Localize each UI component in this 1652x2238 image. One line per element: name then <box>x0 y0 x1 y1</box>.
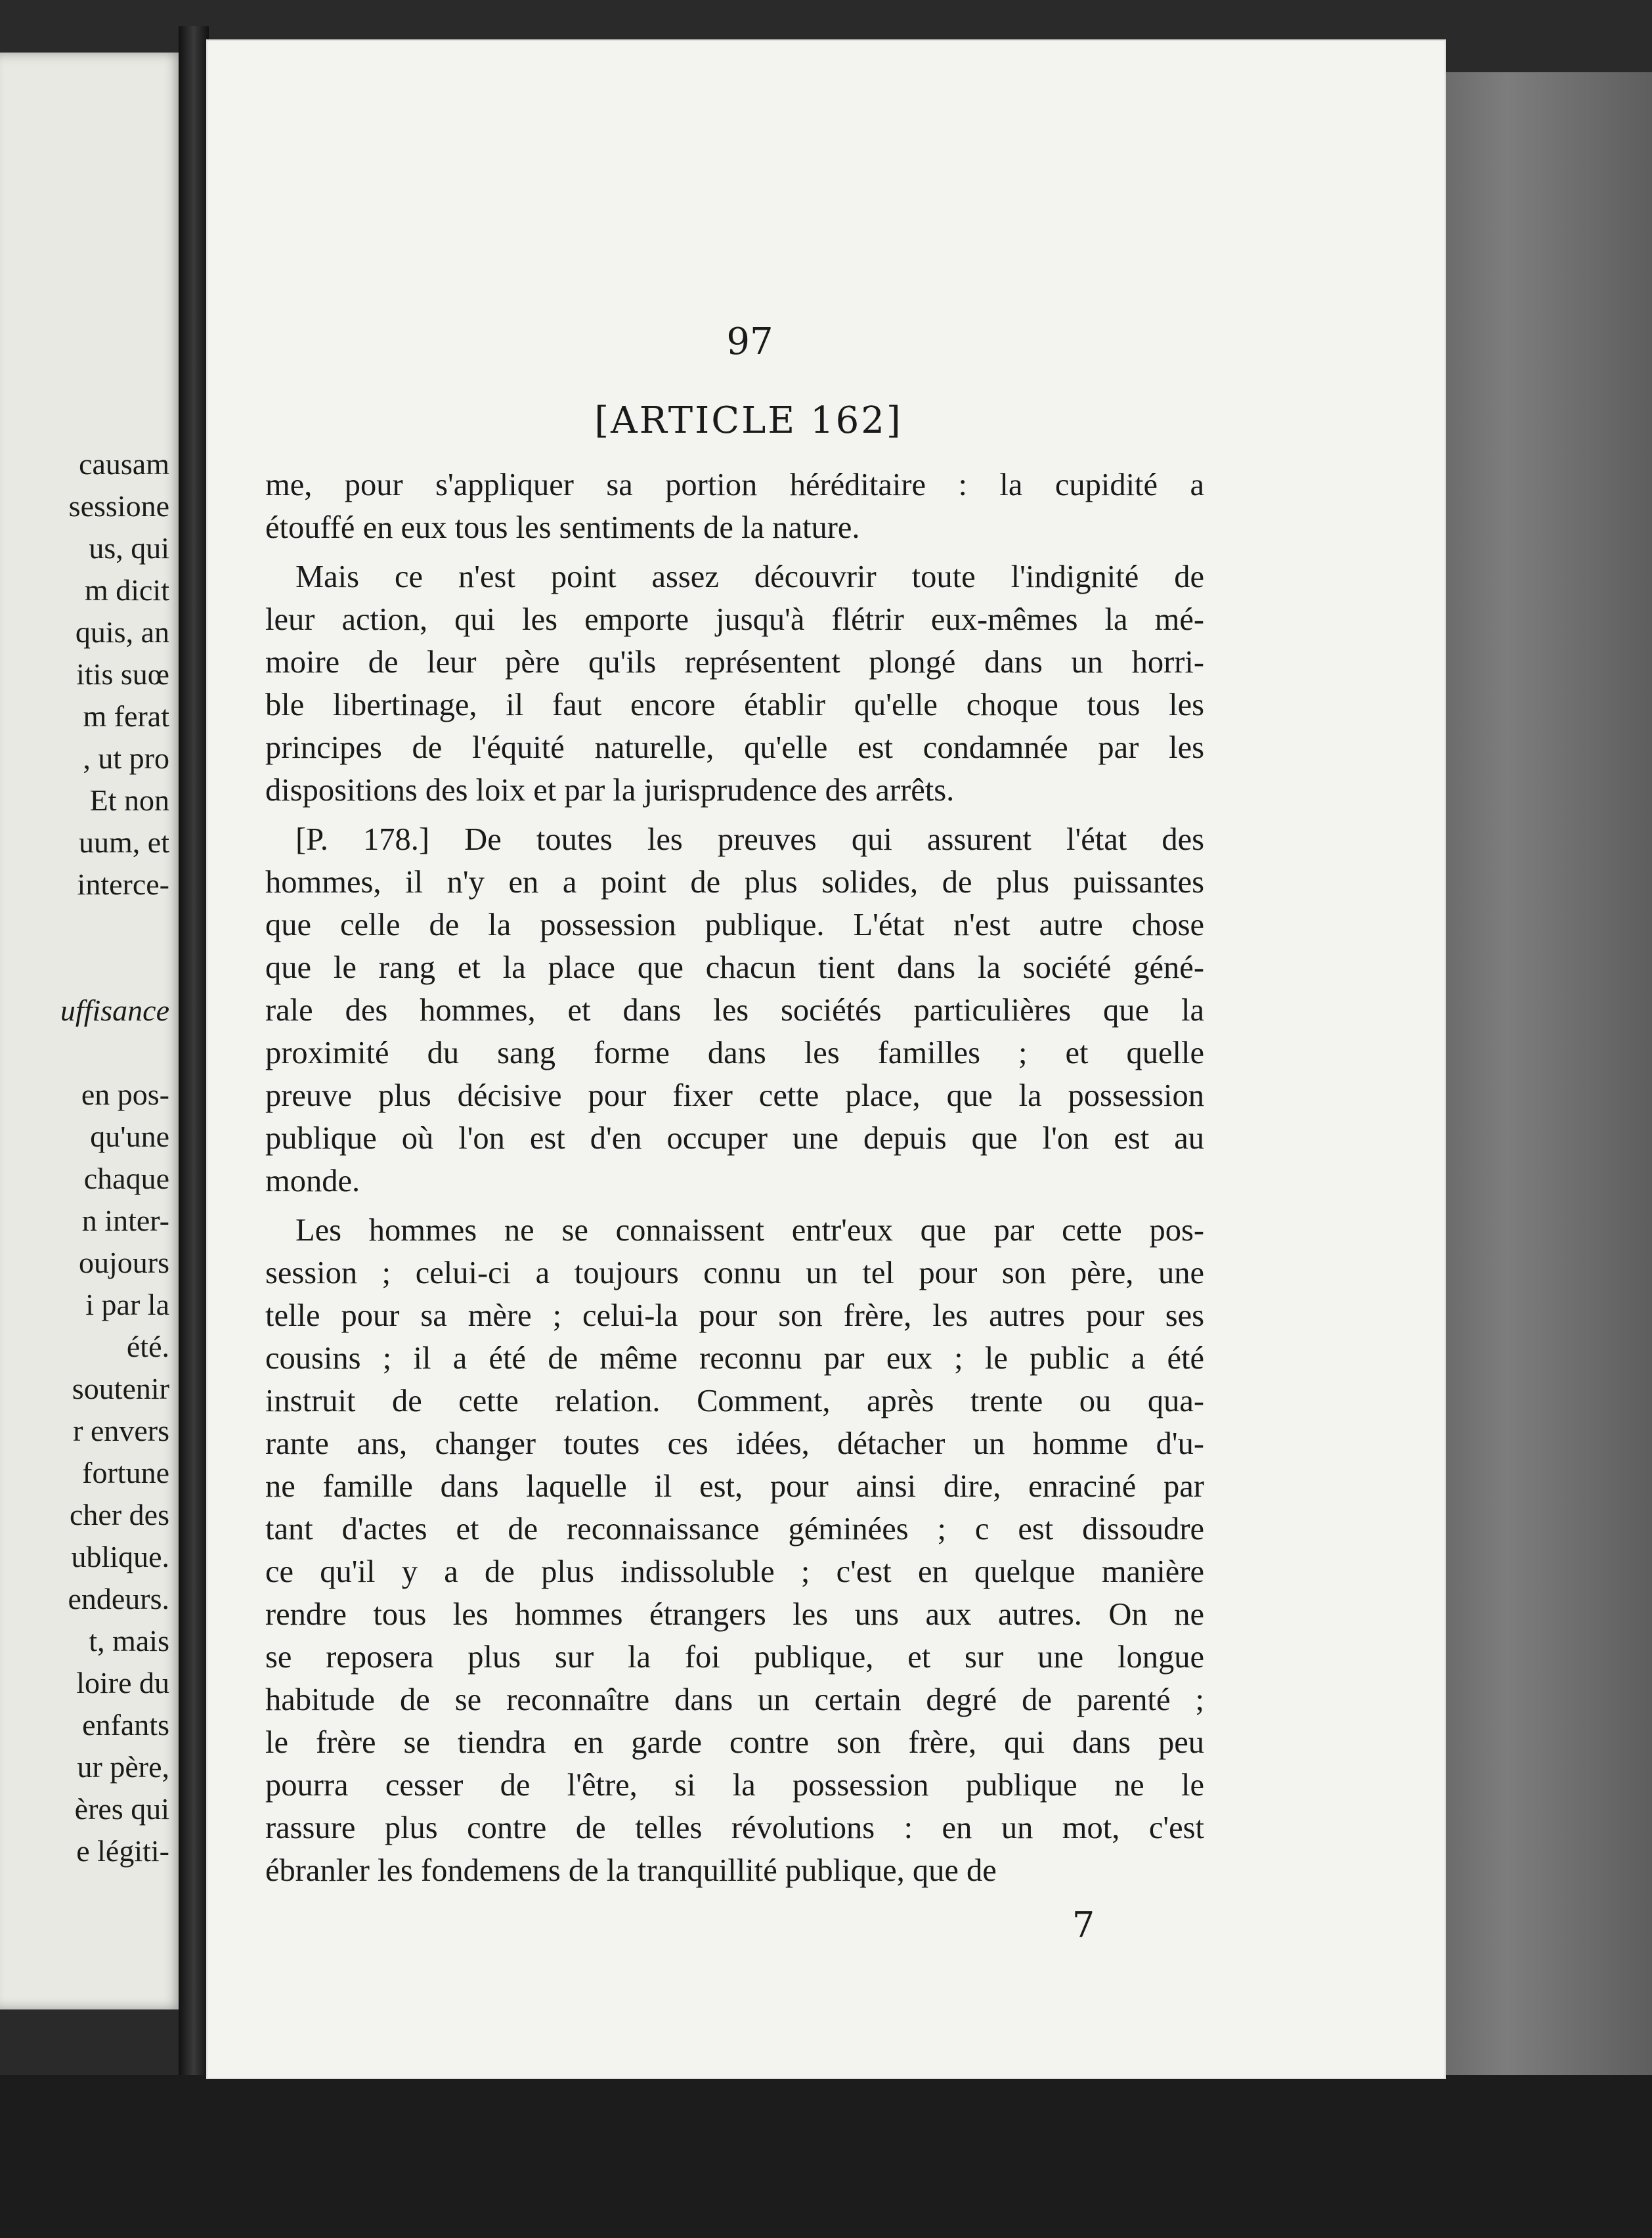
facing-page-line: sessione <box>68 489 169 523</box>
facing-page-fragment <box>0 53 184 2009</box>
book-gutter <box>179 26 209 2082</box>
facing-page-line: enfants <box>82 1708 169 1742</box>
facing-page-line: en pos- <box>81 1078 169 1111</box>
facing-page-line: m ferat <box>83 699 169 733</box>
page-stack-edge <box>1445 72 1652 2095</box>
facing-page-line: itis suœ <box>76 657 169 691</box>
text-line: monde. <box>265 1164 360 1198</box>
text-line: leur action, qui les emporte jusqu'à flétrir eux-mêmes la mé- <box>265 602 1204 637</box>
scan-background <box>0 2075 1652 2238</box>
facing-page-line: oujours <box>79 1246 169 1279</box>
facing-page-line: uum, et <box>79 825 169 859</box>
text-line: ne famille dans laquelle il est, pour ainsi dire, enraciné par <box>265 1469 1204 1504</box>
facing-page-line: soutenir <box>72 1372 169 1405</box>
text-line: ble libertinage, il faut encore établir qu'elle choque tous les <box>265 688 1204 722</box>
text-line: dispositions des loix et par la jurisprudence des arrêts. <box>265 773 955 808</box>
facing-page-line: loire du <box>76 1666 169 1700</box>
facing-page-line: , ut pro <box>83 741 169 775</box>
text-line: le frère se tiendra en garde contre son frère, qui dans peu <box>265 1725 1204 1760</box>
text-line: cousins ; il a été de même reconnu par eux ; le public a été <box>265 1341 1204 1376</box>
facing-page-line: us, qui <box>89 531 169 565</box>
facing-page-line: t, mais <box>89 1624 169 1657</box>
text-line: que celle de la possession publique. L'état n'est autre chose <box>265 908 1204 942</box>
facing-page-line: r envers <box>73 1414 169 1447</box>
text-line: tant d'actes et de reconnaissance géminées ; c est dissoudre <box>265 1512 1204 1547</box>
facing-page-line: e légiti- <box>76 1834 169 1868</box>
text-line: session ; celui-ci a toujours connu un tel pour son père, une <box>265 1256 1204 1290</box>
text-line: ébranler les fondemens de la tranquillité publique, que de <box>265 1853 997 1888</box>
text-line: me, pour s'appliquer sa portion héréditaire : la cupidité a <box>265 468 1204 502</box>
paragraph <box>265 464 1204 549</box>
text-line: moire de leur père qu'ils représentent plongé dans un horri- <box>265 645 1204 680</box>
facing-page-line: endeurs. <box>68 1582 169 1615</box>
text-line: se reposera plus sur la foi publique, et sur une longue <box>265 1640 1204 1675</box>
page-number: 97 <box>726 320 773 363</box>
text-line: Les hommes ne se connaissent entr'eux que par cette pos- <box>295 1213 1204 1248</box>
text-line: pourra cesser de l'être, si la possession publique ne le <box>265 1768 1204 1803</box>
facing-page-line: été. <box>126 1330 169 1363</box>
facing-page-line: n inter- <box>81 1204 169 1237</box>
text-line: rante ans, changer toutes ces idées, détacher un homme d'u- <box>265 1426 1204 1461</box>
facing-page-line: qu'une <box>90 1120 169 1153</box>
text-line: preuve plus décisive pour fixer cette place, que la possession <box>265 1078 1204 1113</box>
paragraph <box>265 818 1204 1202</box>
text-line: proximité du sang forme dans les familles ; et quelle <box>265 1036 1204 1070</box>
signature-mark: 7 <box>1072 1904 1095 1946</box>
facing-page-line: uffisance <box>60 994 169 1027</box>
text-line: rale des hommes, et dans les sociétés particulières que la <box>265 993 1204 1028</box>
facing-page-line: cher des <box>70 1498 169 1531</box>
facing-page-line: fortune <box>82 1456 169 1489</box>
facing-page-line: ur père, <box>77 1750 169 1784</box>
facing-page-line: ublique. <box>71 1540 169 1573</box>
paragraph <box>265 556 1204 812</box>
body-text <box>265 464 1204 1898</box>
text-line: ce qu'il y a de plus indissoluble ; c'est en quelque manière <box>265 1554 1204 1589</box>
facing-page-line: m dicit <box>84 573 169 607</box>
facing-page-line: quis, an <box>75 615 169 649</box>
text-line: [P. 178.] De toutes les preuves qui assurent l'état des <box>295 822 1204 857</box>
facing-page-line: i par la <box>85 1288 169 1321</box>
text-line: instruit de cette relation. Comment, après trente ou qua- <box>265 1384 1204 1418</box>
text-line: publique où l'on est d'en occuper une depuis que l'on est au <box>265 1121 1204 1156</box>
facing-page-line: chaque <box>83 1162 169 1195</box>
text-line: rendre tous les hommes étrangers les uns aux autres. On ne <box>265 1597 1204 1632</box>
running-head: [ARTICLE 162] <box>594 399 903 442</box>
text-line: habitude de se reconnaître dans un certain degré de parenté ; <box>265 1682 1204 1717</box>
text-line: que le rang et la place que chacun tient dans la société géné- <box>265 950 1204 985</box>
text-line: étouffé en eux tous les sentiments de la nature. <box>265 510 860 545</box>
text-line: telle pour sa mère ; celui-la pour son frère, les autres pour ses <box>265 1298 1204 1333</box>
facing-page-line: interce- <box>77 867 169 901</box>
text-line: Mais ce n'est point assez découvrir toute l'indignité de <box>295 560 1204 594</box>
facing-page-line: ères qui <box>74 1792 169 1826</box>
facing-page-line: causam <box>79 447 169 481</box>
text-line: principes de l'équité naturelle, qu'elle est condamnée par les <box>265 730 1204 765</box>
text-line: rassure plus contre de telles révolutions : en un mot, c'est <box>265 1810 1204 1845</box>
text-line: hommes, il n'y en a point de plus solides, de plus puissantes <box>265 865 1204 900</box>
paragraph <box>265 1209 1204 1892</box>
facing-page-line: Et non <box>89 783 169 817</box>
